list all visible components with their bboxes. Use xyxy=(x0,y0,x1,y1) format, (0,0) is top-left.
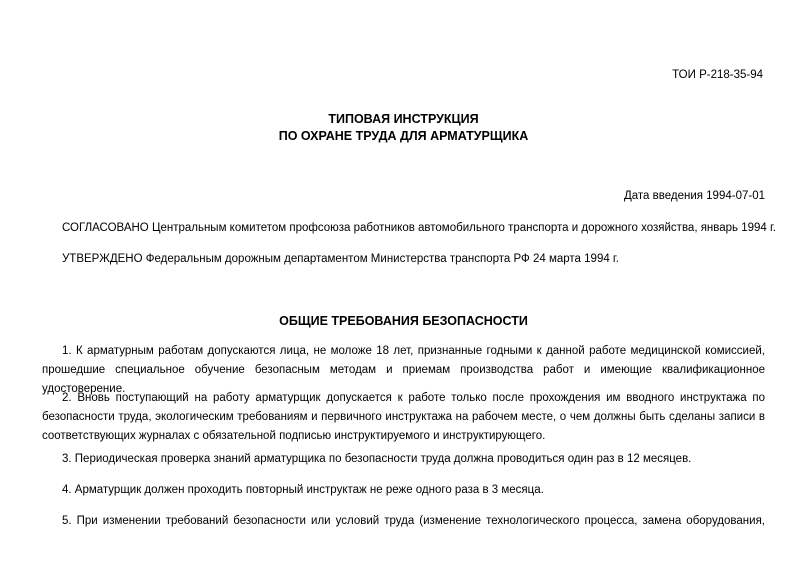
approved-statement: УТВЕРЖДЕНО Федеральным дорожным департаментом Министерства транспорта РФ 24 марта 1994 г. xyxy=(62,253,619,265)
paragraph-1: 1. К арматурным работам допускаются лица, не моложе 18 лет, признанные годными к данной работе медицинской комиссией, прошедшие специальное обучение безопасным методам и приемам производства работ и имеющие квалификационное удостоверение. xyxy=(42,345,765,395)
document-code: ТОИ Р-218-35-94 xyxy=(672,69,763,81)
document-title xyxy=(0,111,807,145)
section-heading: ОБЩИЕ ТРЕБОВАНИЯ БЕЗОПАСНОСТИ xyxy=(279,314,528,328)
document-title-line-2: ПО ОХРАНЕ ТРУДА ДЛЯ АРМАТУРЩИКА xyxy=(278,129,529,143)
document-title-line-1: ТИПОВАЯ ИНСТРУКЦИЯ xyxy=(328,112,479,126)
paragraph-5: 5. При изменении требований безопасности или условий труда (изменение технологического процесса, замена оборудования, xyxy=(62,515,765,527)
paragraph-4: 4. Арматурщик должен проходить повторный инструктаж не реже одного раза в 3 месяца. xyxy=(62,484,544,496)
introduction-date: Дата введения 1994-07-01 xyxy=(623,190,765,202)
agreed-statement: СОГЛАСОВАНО Центральным комитетом профсоюза работников автомобильного транспорта и дорожного хозяйства, январь 1994 г. xyxy=(62,222,777,234)
paragraph-2: 2. Вновь поступающий на работу арматурщик допускается к работе только после прохождения им вводного инструктажа по безопасности труда, экологическим требованиям и первичного инструктажа на рабочем месте, о чем должны быть сделаны записи в соответствующих журналах с обязательной подписью инструктируемого и инструктирующего. xyxy=(42,392,765,442)
paragraph-3: 3. Периодическая проверка знаний арматурщика по безопасности труда должна проводиться один раз в 12 месяцев. xyxy=(62,453,692,465)
